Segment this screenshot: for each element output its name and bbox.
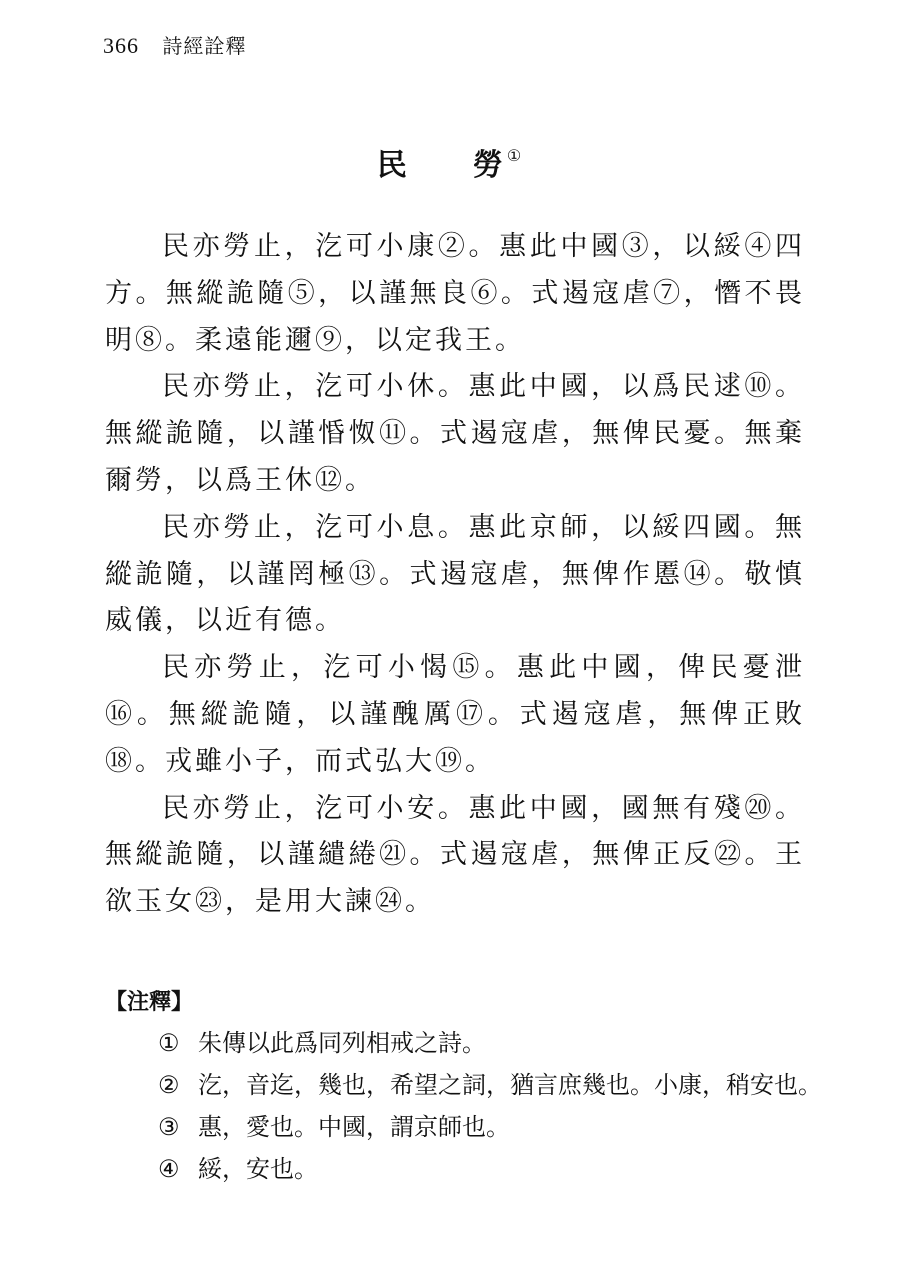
title-char-1: 民	[376, 148, 409, 183]
title-note-mark: ①	[506, 146, 524, 165]
poem-body	[105, 224, 805, 926]
note-number: ②	[158, 1071, 180, 1099]
note-number: ④	[158, 1155, 180, 1183]
note-text: 汔，音迄，幾也，希望之詞，猶言庶幾也。小康，稍安也。	[198, 1071, 822, 1099]
note-text: 惠，愛也。中國，謂京師也。	[198, 1113, 510, 1141]
title-char-2: 勞	[472, 148, 505, 183]
stanza-2: 民亦勞止，汔可小休。惠此中國，以爲民逑⑩。無縱詭隨，以謹惛怓⑪。式遏寇虐，無俾民憂。無棄爾勞，以爲王休⑫。	[105, 371, 805, 496]
note-number: ③	[158, 1113, 180, 1141]
notes-heading: 【注釋】	[105, 990, 194, 1015]
note-item	[158, 1106, 818, 1148]
note-item	[158, 1022, 818, 1064]
note-item	[158, 1064, 822, 1106]
notes-list	[158, 1022, 822, 1190]
stanza-1: 民亦勞止，汔可小康②。惠此中國③，以綏④四方。無縱詭隨⑤，以謹無良⑥。式遏寇虐⑦，憯不畏明⑧。柔遠能邇⑨，以定我王。	[105, 231, 805, 356]
page-header	[103, 30, 246, 59]
page-number: 366	[103, 33, 139, 58]
stanza-5: 民亦勞止，汔可小安。惠此中國，國無有殘⑳。無縱詭隨，以謹繾綣㉑。式遏寇虐，無俾正反㉒。王欲玉女㉓，是用大諫㉔。	[105, 792, 805, 918]
note-text: 朱傳以此爲同列相戒之詩。	[198, 1029, 486, 1057]
stanza-3: 民亦勞止，汔可小息。惠此京師，以綏四國。無縱詭隨，以謹罔極⑬。式遏寇虐，無俾作慝⑭。敬慎威儀，以近有德。	[105, 511, 805, 637]
book-title: 詩經詮釋	[162, 34, 247, 58]
note-number: ①	[158, 1029, 180, 1057]
poem-title	[0, 140, 900, 184]
note-item	[158, 1148, 818, 1190]
note-text: 綏，安也。	[198, 1155, 318, 1183]
stanza-4: 民亦勞止，汔可小愒⑮。惠此中國，俾民憂泄⑯。無縱詭隨，以謹醜厲⑰。式遏寇虐，無俾正敗⑱。戎雖小子，而式弘大⑲。	[105, 652, 805, 777]
